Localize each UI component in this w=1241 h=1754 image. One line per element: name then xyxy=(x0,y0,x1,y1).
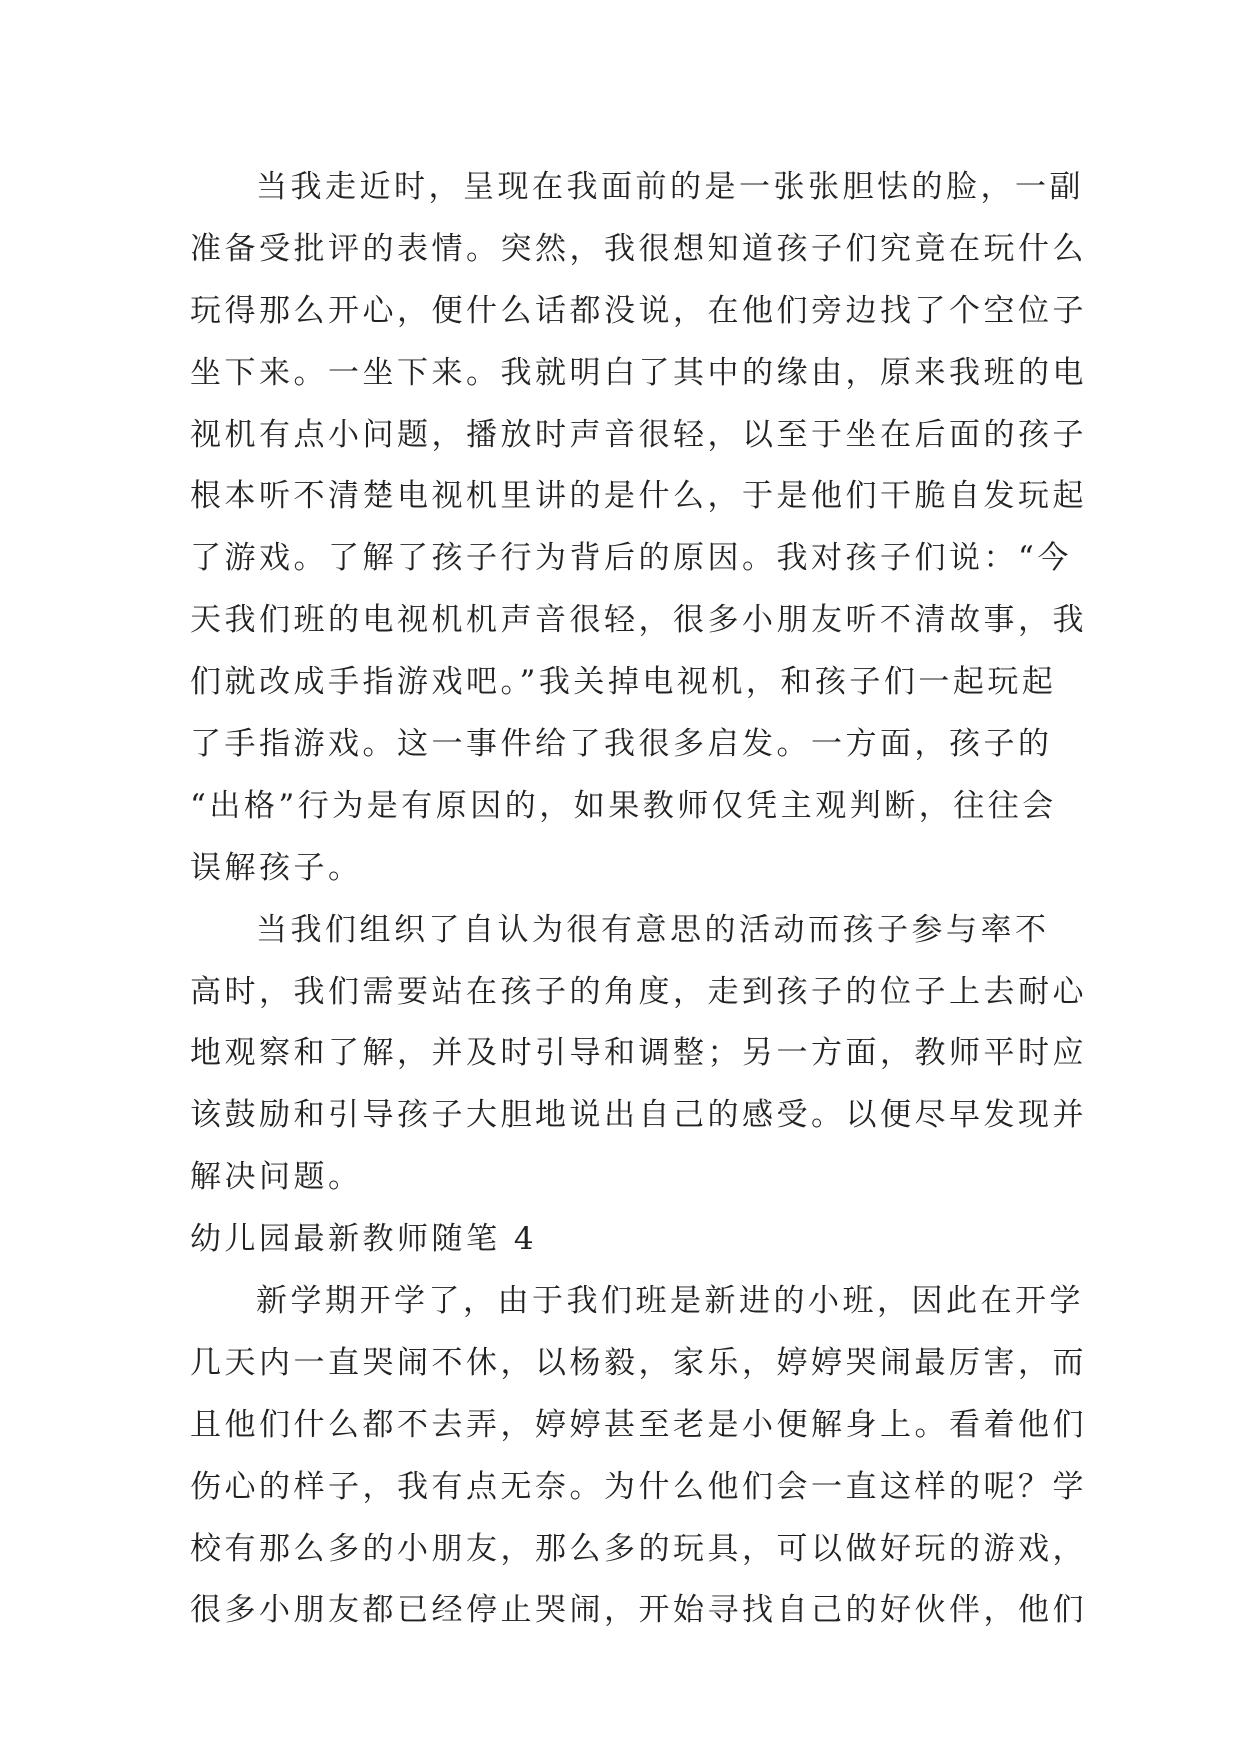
paragraph-line: 坐下来。一坐下来。我就明白了其中的缘由，原来我班的电 xyxy=(190,354,1087,391)
paragraph-line: 解决问题。 xyxy=(190,1159,363,1196)
paragraph-line: 伤心的样子，我有点无奈。为什么他们会一直这样的呢？学 xyxy=(190,1468,1087,1505)
paragraph-line: 当我们组织了自认为很有意思的活动而孩子参与率不 xyxy=(256,911,1050,948)
section-heading: 幼儿园最新教师随笔 4 xyxy=(190,1221,538,1258)
paragraph-line: 校有那么多的小朋友，那么多的玩具，可以做好玩的游戏， xyxy=(190,1530,1087,1567)
paragraph-line: 误解孩子。 xyxy=(190,849,363,886)
body-text xyxy=(190,157,1087,1642)
paragraph-line: 当我走近时，呈现在我面前的是一张张胆怯的脸，一副 xyxy=(256,169,1084,205)
paragraph-line: 几天内一直哭闹不休，以杨毅，家乐，婷婷哭闹最厉害，而 xyxy=(190,1344,1087,1381)
paragraph-line: 地观察和了解，并及时引导和调整；另一方面，教师平时应 xyxy=(190,1035,1087,1072)
paragraph-line: 高时，我们需要站在孩子的角度，走到孩子的位子上去耐心 xyxy=(190,973,1087,1010)
paragraph-line: 准备受批评的表情。突然，我很想知道孩子们究竟在玩什么 xyxy=(190,230,1087,267)
paragraph-line: 们就改成手指游戏吧。”我关掉电视机，和孩子们一起玩起 xyxy=(190,664,1057,701)
paragraph-line: 且他们什么都不去弄，婷婷甚至老是小便解身上。看着他们 xyxy=(190,1406,1087,1443)
paragraph-line: 很多小朋友都已经停止哭闹，开始寻找自己的好伙伴，他们 xyxy=(190,1592,1087,1629)
paragraph-line: 该鼓励和引导孩子大胆地说出自己的感受。以便尽早发现并 xyxy=(190,1097,1087,1134)
paragraph-line: 了手指游戏。这一事件给了我很多启发。一方面，孩子的 xyxy=(190,726,1053,763)
paragraph-line: 天我们班的电视机机声音很轻，很多小朋友听不清故事，我 xyxy=(190,602,1087,639)
paragraph-line: 新学期开学了，由于我们班是新进的小班，因此在开学 xyxy=(256,1283,1084,1320)
paragraph-line: 玩得那么开心，便什么话都没说，在他们旁边找了个空位子 xyxy=(190,292,1087,329)
paragraph-line: “出格”行为是有原因的，如果教师仅凭主观判断，往往会 xyxy=(190,787,1057,824)
paragraph-line: 根本听不清楚电视机里讲的是什么，于是他们干脆自发玩起 xyxy=(190,478,1087,515)
paragraph-line: 视机有点小问题，播放时声音很轻，以至于坐在后面的孩子 xyxy=(190,416,1087,453)
paragraph-line: 了游戏。了解了孩子行为背后的原因。我对孩子们说：“今 xyxy=(190,540,1072,577)
